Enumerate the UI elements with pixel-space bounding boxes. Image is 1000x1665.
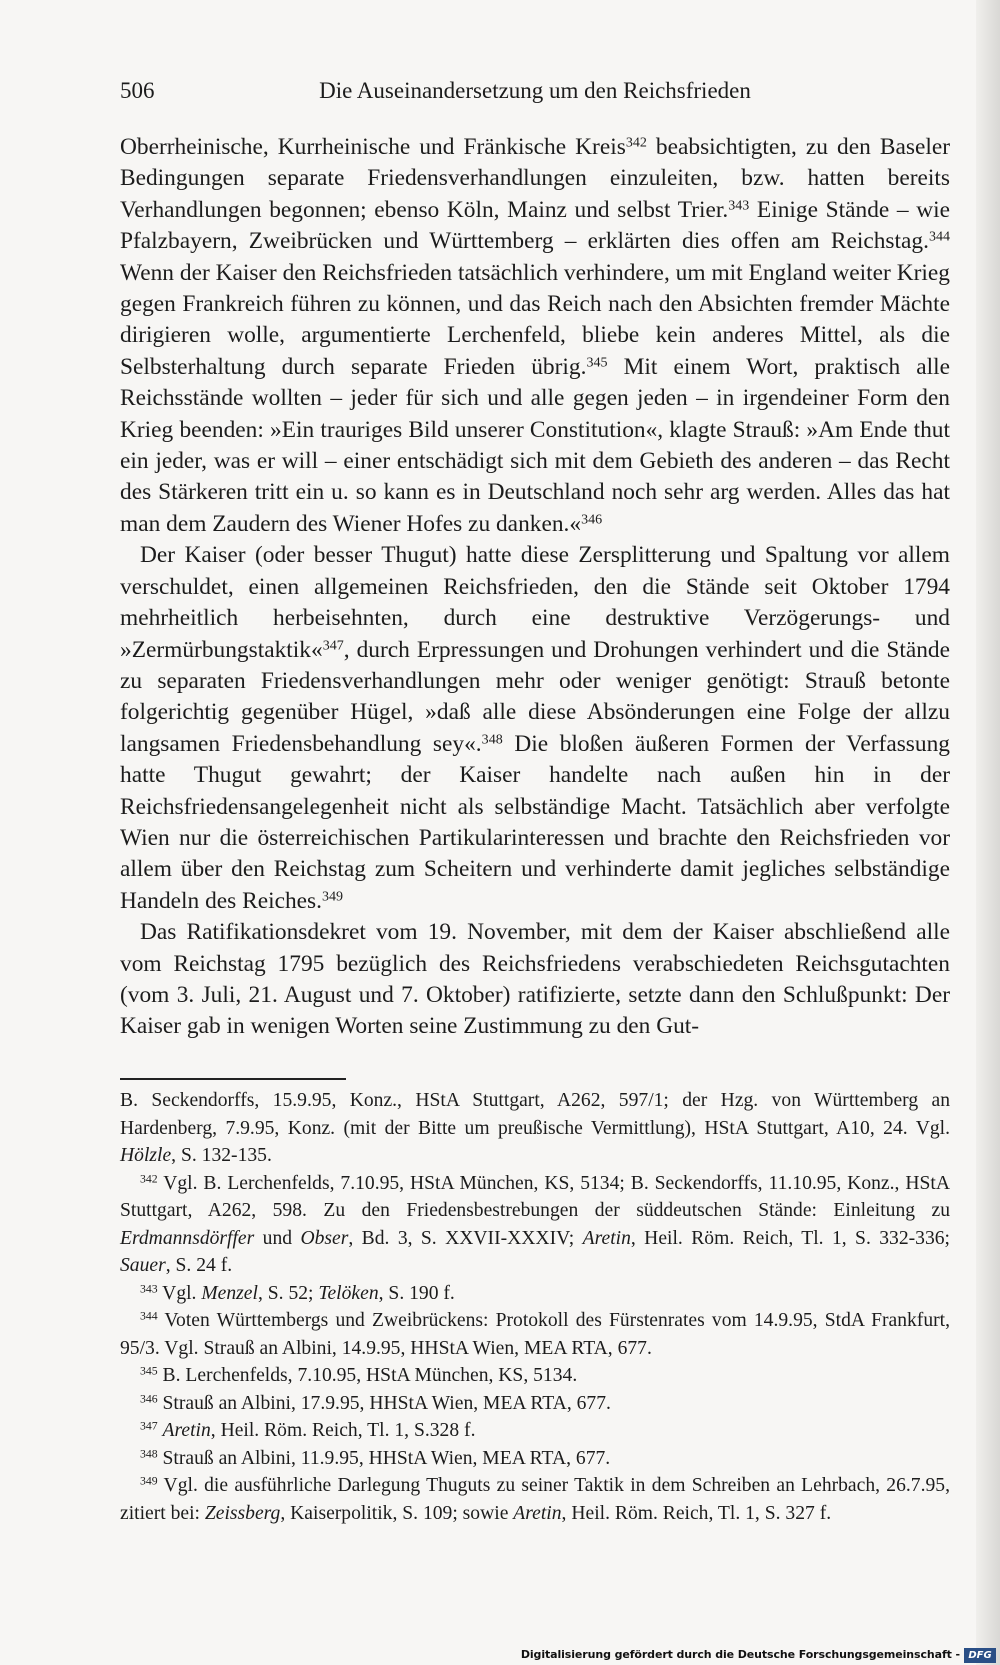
author-name: Aretin	[582, 1227, 631, 1249]
text-run: Der Kaiser (oder besser Thugut) hatte diese Zersplitterung und Spaltung vor allem verschuldet, einen allgemeinen Reichsfrieden, den die Stände seit Oktober 1794 mehrheitlich herbeisehnten, durch eine destruktive Verzögerungs- und »Zermürbungstaktik«	[120, 542, 950, 663]
text-run: B. Lerchenfelds, 7.10.95, HStA München, KS, 5134.	[157, 1365, 578, 1386]
text-run: Oberrheinische, Kurrheinische und Fränkische Kreis	[120, 134, 626, 160]
footnote-344	[120, 1307, 950, 1362]
text-run: und	[254, 1227, 301, 1249]
footnote-ref-343: 343	[728, 197, 750, 214]
footnote-345	[120, 1362, 950, 1390]
author-name: Sauer	[120, 1255, 166, 1276]
text-run: Das Ratifikationsdekret vom 19. November, mit dem der Kaiser abschließend alle vom Reichstag 1795 bezüglich des Reichsfriedens verabschiedeten Reichsgutachten (vom 3. Juli, 21. August und 7. Oktober) ratifizierte, setzte dann den Schlußpunkt: Der Kaiser gab in wenigen Worten seine Zustimmung zu den Gut-	[120, 919, 950, 1040]
text-run: Voten Württembergs und Zweibrückens: Protokoll des Fürstenrates vom 14.9.95, StdA Frankfurt, 95/3. Vgl. Strauß an Albini, 14.9.95, HHStA Wien, MEA RTA, 677.	[120, 1310, 950, 1359]
main-text	[120, 132, 950, 1043]
text-run: Vgl. die ausführliche Darlegung Thuguts zu seiner Taktik in dem Schreiben an Lehrbach, 26.7.95, zitiert bei:	[120, 1475, 950, 1524]
text-run: Mit einem Wort, praktisch alle Reichsstände wollten – jeder für sich und alle gegen jeden – in irgendeiner Form den Krieg beenden: »Ein trauriges Bild unserer Constitution«, klagte Strauß: »Am Ende thut ein jeder, was er will – einer entschädigt sich mit dem Gebieth des anderen – das Recht des Stärkeren tritt ein u. so kann es in Deutschland noch sehr arg werden. Alles das hat man dem Zaudern des Wiener Hofes zu danken.«	[120, 353, 950, 537]
footnote-342	[120, 1170, 950, 1280]
footnote-ref-345: 345	[586, 354, 608, 371]
footnote-number: 348	[140, 1447, 158, 1461]
footnote-number: 344	[140, 1309, 158, 1323]
author-name: Aretin	[162, 1420, 211, 1441]
text-run: , S. 52;	[257, 1282, 319, 1304]
footnote-number: 343	[140, 1282, 158, 1296]
paragraph-3	[120, 917, 950, 1043]
text-run: , Bd. 3, S. XXVII-XXXIV;	[348, 1227, 583, 1249]
funding-credit: Digitalisierung gefördert durch die Deutsche Forschungsgemeinschaft -	[520, 1648, 960, 1661]
text-run: Die bloßen äußeren Formen der Verfassung hatte Thugut gewahrt; der Kaiser handelte nach außen hin in der Reichsfriedensangelegenheit nicht als selbständige Macht. Tatsächlich aber verfolgte Wien nur die österreichischen Partikularinteressen und brachte den Reichsfrieden vor allem über den Reichstag zum Scheitern und verhinderte damit jegliches selbständige Handeln des Reiches.	[120, 730, 950, 914]
dfg-logo[interactable]: DFG	[964, 1648, 996, 1663]
text-run: , durch Erpressungen und Drohungen verhindert und die Stände zu separaten Friedensverhandlungen mehr oder weniger genötigt: Strauß betonte folgerichtig gegenüber Hügel, »daß alle diese Absönderungen eine Folge der allzu langsamen Friedensbehandlung sey«.	[120, 636, 950, 757]
author-name: Telöken	[318, 1282, 379, 1304]
footnote-number: 346	[140, 1392, 158, 1406]
footnote-number: 342	[140, 1172, 158, 1186]
text-run: , Heil. Röm. Reich, Tl. 1, S. 327 f.	[561, 1502, 832, 1524]
footnote-346	[120, 1390, 950, 1418]
text-run: , S. 190 f.	[378, 1282, 455, 1304]
footnote-ref-349: 349	[322, 888, 344, 905]
text-run: Strauß an Albini, 17.9.95, HHStA Wien, MEA RTA, 677.	[157, 1392, 611, 1414]
text-run: , Heil. Röm. Reich, Tl. 1, S.328 f.	[210, 1420, 476, 1441]
text-run: Strauß an Albini, 11.9.95, HHStA Wien, MEA RTA, 677.	[157, 1447, 611, 1469]
footnote-ref-347: 347	[322, 636, 344, 653]
text-run: Wenn der Kaiser den Reichsfrieden tatsächlich verhindere, um mit England weiter Krieg gegen Frankreich führen zu können, und das Reich nach den Absichten fremder Mächte dirigieren wolle, argumentierte Lerchenfeld, bliebe kein anderes Mittel, als die Selbsterhaltung durch separate Frieden übrig.	[120, 259, 950, 380]
text-run: Einige Stände – wie Pfalzbayern, Zweibrücken und Württemberg – erklärten dies offen am Reichstag.	[120, 196, 951, 255]
text-run: , S. 24 f.	[165, 1255, 233, 1276]
text-run: Vgl.	[157, 1282, 202, 1304]
footnote-number: 349	[140, 1474, 158, 1488]
footnote-ref-348: 348	[481, 731, 503, 747]
footnote-ref-342: 342	[625, 134, 647, 151]
footnote-349	[120, 1472, 950, 1527]
footnote-ref-344: 344	[928, 228, 950, 245]
footnote-343	[120, 1280, 950, 1308]
footnote-separator	[120, 1078, 346, 1080]
footnote-347	[120, 1417, 950, 1445]
text-run: B. Seckendorffs, 15.9.95, Konz., HStA Stuttgart, A262, 597/1; der Hzg. von Württemberg an Hardenberg, 7.9.95, Konz. (mit der Bitte um preußische Vermittlung), HStA Stuttgart, A10, 24. Vgl.	[120, 1090, 950, 1139]
text-run: , Kaiserpolitik, S. 109; sowie	[280, 1502, 514, 1524]
footnote-continuation	[120, 1087, 950, 1170]
text-run: Vgl. B. Lerchenfelds, 7.10.95, HStA München, KS, 5134; B. Seckendorffs, 11.10.95, Konz., HStA Stuttgart, A262, 598. Zu den Friedensbestrebungen der süddeutschen Stände: Einleitung zu	[120, 1172, 950, 1221]
author-name: Obser	[300, 1227, 349, 1249]
footnote-number: 345	[140, 1364, 158, 1378]
digitization-footer	[0, 1647, 1000, 1665]
author-name: Erdmannsdörffer	[120, 1227, 255, 1249]
author-name: Aretin	[513, 1502, 562, 1524]
author-name: Zeissberg	[204, 1502, 281, 1524]
text-run: , S. 132-135.	[171, 1145, 272, 1166]
footnote-number: 347	[140, 1419, 158, 1433]
footnote-ref-346: 346	[581, 511, 603, 528]
author-name: Menzel	[201, 1282, 258, 1304]
paragraph-1	[120, 132, 950, 540]
paragraph-2	[120, 540, 950, 917]
page-edge-shadow	[976, 0, 1000, 1665]
footnotes	[120, 1087, 950, 1527]
author-name: Hölzle	[120, 1145, 172, 1166]
page-number: 506	[120, 78, 155, 103]
running-title: Die Auseinandersetzung um den Reichsfrieden	[319, 78, 751, 103]
text-run: beabsichtigten, zu den Baseler Bedingungen separate Friedensverhandlungen einzuleiten, bzw. hatten bereits Verhandlungen begonnen; ebenso Köln, Mainz und selbst Trier.	[120, 134, 950, 223]
text-run: , Heil. Röm. Reich, Tl. 1, S. 332-336;	[630, 1227, 950, 1249]
footnote-348	[120, 1445, 950, 1473]
